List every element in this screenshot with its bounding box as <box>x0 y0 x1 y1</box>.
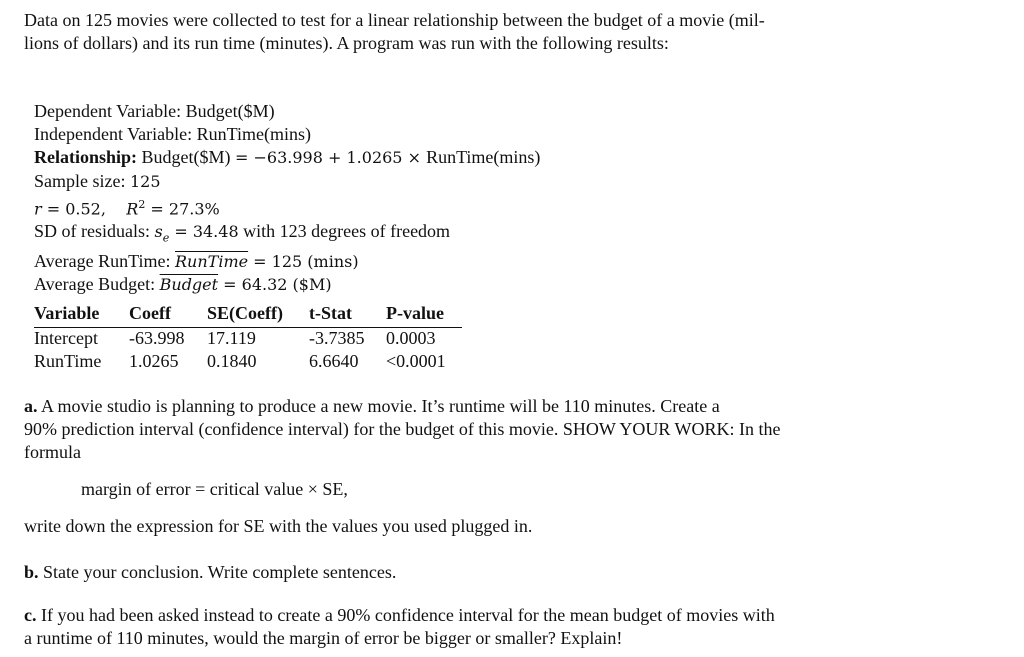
table-cell: <0.0001 <box>386 351 446 371</box>
question-b-label: b. <box>24 562 39 582</box>
sd-residuals-line <box>34 220 540 250</box>
avg-budget-symbol: Budget <box>159 275 219 295</box>
relationship-line <box>34 146 540 169</box>
sample-size-value: 125 <box>129 171 161 191</box>
r2-value: = 27.3% <box>145 199 220 219</box>
regression-output <box>34 100 540 297</box>
table-cell: Intercept <box>34 328 98 348</box>
independent-variable: Independent Variable: RunTime(mins) <box>34 124 311 145</box>
average-runtime-line <box>34 250 540 273</box>
table-cell: -3.7385 <box>309 328 365 348</box>
table-cell: 17.119 <box>207 328 256 348</box>
r2-symbol: R <box>126 199 139 219</box>
table-cell: 0.1840 <box>207 351 257 371</box>
column-header: P-value <box>386 303 462 328</box>
question-c-line: a runtime of 110 minutes, would the margin of error be bigger or smaller? Explain! <box>24 628 623 648</box>
avg-runtime-label: Average RunTime: <box>34 251 175 272</box>
intro-paragraph <box>24 9 765 55</box>
coefficient-table <box>34 303 462 374</box>
question-c <box>24 604 775 650</box>
correlation-line <box>34 193 540 221</box>
avg-budget-label: Average Budget: <box>34 274 160 295</box>
table-cell: 6.6640 <box>309 351 359 371</box>
question-c-label: c. <box>24 605 37 625</box>
table-header-row <box>34 303 462 328</box>
table-cell: RunTime <box>34 351 102 371</box>
sd-label: SD of residuals: <box>34 221 155 242</box>
sd-subscript: e <box>162 231 170 245</box>
avg-runtime-symbol: RunTime <box>175 252 249 272</box>
r-value: = 0.52, <box>41 199 127 219</box>
question-a-text: A movie studio is planning to produce a new movie. It’s runtime will be 110 minutes. Create a <box>37 396 720 416</box>
relationship-label: Relationship: <box>34 147 138 168</box>
table-cell: 0.0003 <box>386 328 436 348</box>
question-a <box>24 395 780 464</box>
se-instruction: write down the expression for SE with the values you used plugged in. <box>24 516 533 536</box>
question-b-text: State your conclusion. Write complete sentences. <box>38 562 397 582</box>
intro-line: lions of dollars) and its run time (minutes). A program was run with the following results: <box>24 33 669 53</box>
column-header: t-Stat <box>309 303 386 328</box>
relationship-lhs: Budget($M) <box>137 147 236 168</box>
column-header: SE(Coeff) <box>207 303 309 328</box>
question-a-label: a. <box>24 396 38 416</box>
sd-symbol: s <box>154 222 163 242</box>
question-a-line: 90% prediction interval (confidence interval) for the budget of this movie. SHOW YOUR WORK: In the <box>24 419 781 439</box>
average-budget-line <box>34 273 540 296</box>
question-b <box>24 561 396 584</box>
question-c-line <box>24 604 775 627</box>
avg-budget-value: = 64.32 ($M) <box>218 275 332 295</box>
sample-size-label: Sample size: <box>34 170 130 191</box>
dependent-variable: Dependent Variable: Budget($M) <box>34 101 275 121</box>
question-a-line <box>24 395 780 418</box>
question-a-line: formula <box>24 442 81 462</box>
intro-line: Data on 125 movies were collected to test for a linear relationship between the budget of a movie (mil- <box>24 10 765 30</box>
relationship-rhs: RunTime(mins) <box>426 147 541 168</box>
r-symbol: r <box>34 199 42 219</box>
sd-degrees: with 123 degrees of freedom <box>238 221 451 242</box>
question-c-text: If you had been asked instead to create a 90% confidence interval for the mean budget of movies with <box>36 605 775 625</box>
table-row <box>34 328 462 352</box>
r2-exponent: 2 <box>138 197 146 211</box>
relationship-equation: = −63.998 + 1.0265 × <box>235 148 427 168</box>
sd-value: = 34.48 <box>169 222 239 242</box>
column-header: Coeff <box>129 303 207 328</box>
table-cell: -63.998 <box>129 328 185 348</box>
column-header: Variable <box>34 303 129 328</box>
table-row <box>34 351 462 374</box>
sample-size-line <box>34 170 540 193</box>
table-cell: 1.0265 <box>129 351 179 371</box>
avg-runtime-value: = 125 (mins) <box>248 252 359 272</box>
margin-of-error-formula: margin of error = critical value × SE, <box>81 479 348 499</box>
